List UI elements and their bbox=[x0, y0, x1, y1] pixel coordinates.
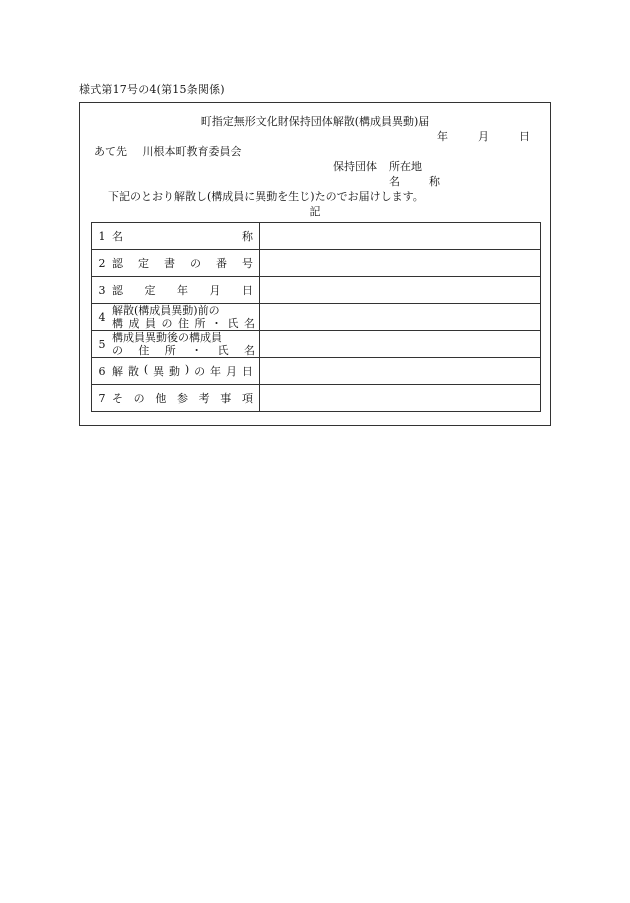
row-label-char: 認 bbox=[112, 257, 123, 270]
row-label-char: 名 bbox=[112, 230, 123, 243]
row-label-line1: 解散(構成員異動)前の bbox=[112, 304, 220, 317]
row-number: 5 bbox=[92, 331, 113, 358]
row-label-char: 項 bbox=[241, 392, 253, 405]
row-label-char: の bbox=[194, 365, 206, 378]
organization-address-row bbox=[333, 158, 449, 173]
row-label-char: の bbox=[112, 344, 123, 357]
row-label-char: ・ bbox=[211, 317, 222, 330]
row-label bbox=[112, 223, 260, 250]
row-label-char: 氏 bbox=[217, 344, 229, 357]
row-value-field[interactable] bbox=[260, 250, 541, 277]
table-row bbox=[92, 358, 541, 385]
form-number-label: 様式第17号の4(第15条関係) bbox=[79, 83, 225, 96]
row-value-field[interactable] bbox=[260, 223, 541, 250]
row-label-char: ・ bbox=[191, 344, 203, 357]
row-label-char: 名 bbox=[244, 317, 255, 330]
row-label-char: 事 bbox=[220, 392, 232, 405]
row-number: 2 bbox=[92, 250, 113, 277]
row-label-char: 参 bbox=[176, 392, 188, 405]
row-number: 4 bbox=[92, 304, 113, 331]
organization-block bbox=[333, 158, 449, 188]
row-label-char: 定 bbox=[144, 284, 156, 297]
row-label-char: 認 bbox=[112, 284, 123, 297]
row-label-line2 bbox=[112, 344, 255, 357]
form-frame bbox=[79, 102, 551, 426]
table-row bbox=[92, 385, 541, 412]
addressee bbox=[94, 143, 242, 159]
row-label bbox=[112, 277, 260, 304]
row-label-char: 日 bbox=[241, 365, 253, 378]
row-label-char: 住 bbox=[178, 317, 189, 330]
row-label-char: 他 bbox=[155, 392, 167, 405]
row-label-char: の bbox=[190, 257, 201, 270]
date-year-label: 年 bbox=[437, 130, 448, 143]
row-label-char: 動 bbox=[168, 365, 180, 378]
row-number: 7 bbox=[92, 385, 113, 412]
ki-marker: 記 bbox=[309, 205, 321, 218]
row-label bbox=[112, 385, 260, 412]
row-label-char: 番 bbox=[216, 257, 227, 270]
row-label-char: そ bbox=[112, 392, 123, 405]
row-label bbox=[112, 331, 260, 358]
table-row bbox=[92, 304, 541, 331]
items-table bbox=[91, 222, 541, 412]
organization-name-label: 名 称 bbox=[389, 175, 449, 188]
row-label-char: ( bbox=[143, 363, 149, 376]
row-label-char: 名 bbox=[243, 344, 255, 357]
organization-name-row bbox=[333, 173, 449, 188]
row-label-line2 bbox=[112, 317, 255, 330]
row-label-char: 日 bbox=[242, 284, 253, 297]
row-label-char: 号 bbox=[242, 257, 253, 270]
addressee-label: あて先 bbox=[94, 145, 127, 158]
date-line bbox=[437, 128, 530, 144]
row-value-field[interactable] bbox=[260, 304, 541, 331]
date-day-label: 日 bbox=[519, 130, 530, 143]
row-label-char: 氏 bbox=[227, 317, 239, 330]
row-label-char: 書 bbox=[164, 257, 175, 270]
row-value-field[interactable] bbox=[260, 277, 541, 304]
row-label-char: ) bbox=[184, 363, 190, 376]
row-label-char: 散 bbox=[127, 365, 139, 378]
row-label bbox=[112, 250, 260, 277]
row-label-char: 解 bbox=[112, 365, 123, 378]
organization-group-label: 保持団体 bbox=[333, 160, 377, 173]
row-label bbox=[112, 358, 260, 385]
row-label bbox=[112, 304, 260, 331]
row-label-char: 定 bbox=[138, 257, 149, 270]
row-label-char: 構 bbox=[112, 317, 123, 330]
row-label-char: 年 bbox=[210, 365, 222, 378]
row-label-char: 所 bbox=[194, 317, 206, 330]
row-label-char: 月 bbox=[209, 284, 221, 297]
row-value-field[interactable] bbox=[260, 358, 541, 385]
table-row bbox=[92, 223, 541, 250]
table-row bbox=[92, 331, 541, 358]
row-label-line1: 構成員異動後の構成員 bbox=[112, 331, 222, 344]
row-label-char: の bbox=[133, 392, 145, 405]
row-label-char: 成 bbox=[128, 317, 140, 330]
date-month-label: 月 bbox=[478, 130, 489, 143]
row-number: 6 bbox=[92, 358, 113, 385]
notice-text: 下記のとおり解散し(構成員に異動を生じ)たのでお届けします。 bbox=[108, 190, 424, 203]
organization-address-label: 所在地 bbox=[389, 160, 422, 173]
row-number: 1 bbox=[92, 223, 113, 250]
row-label-char: の bbox=[161, 317, 173, 330]
row-label-char: 年 bbox=[177, 284, 188, 297]
row-label-char: 住 bbox=[138, 344, 150, 357]
row-value-field[interactable] bbox=[260, 385, 541, 412]
addressee-name: 川根本町教育委員会 bbox=[142, 145, 242, 158]
row-label-char: 異 bbox=[153, 365, 165, 378]
row-label-char: 考 bbox=[198, 392, 210, 405]
document-title: 町指定無形文化財保持団体解散(構成員異動)届 bbox=[200, 115, 430, 128]
row-label-char: 員 bbox=[145, 317, 156, 330]
table-row bbox=[92, 277, 541, 304]
row-label-char: 月 bbox=[225, 365, 237, 378]
row-value-field[interactable] bbox=[260, 331, 541, 358]
row-label-char: 称 bbox=[242, 230, 253, 243]
table-row bbox=[92, 250, 541, 277]
row-number: 3 bbox=[92, 277, 113, 304]
row-label-char: 所 bbox=[164, 344, 176, 357]
